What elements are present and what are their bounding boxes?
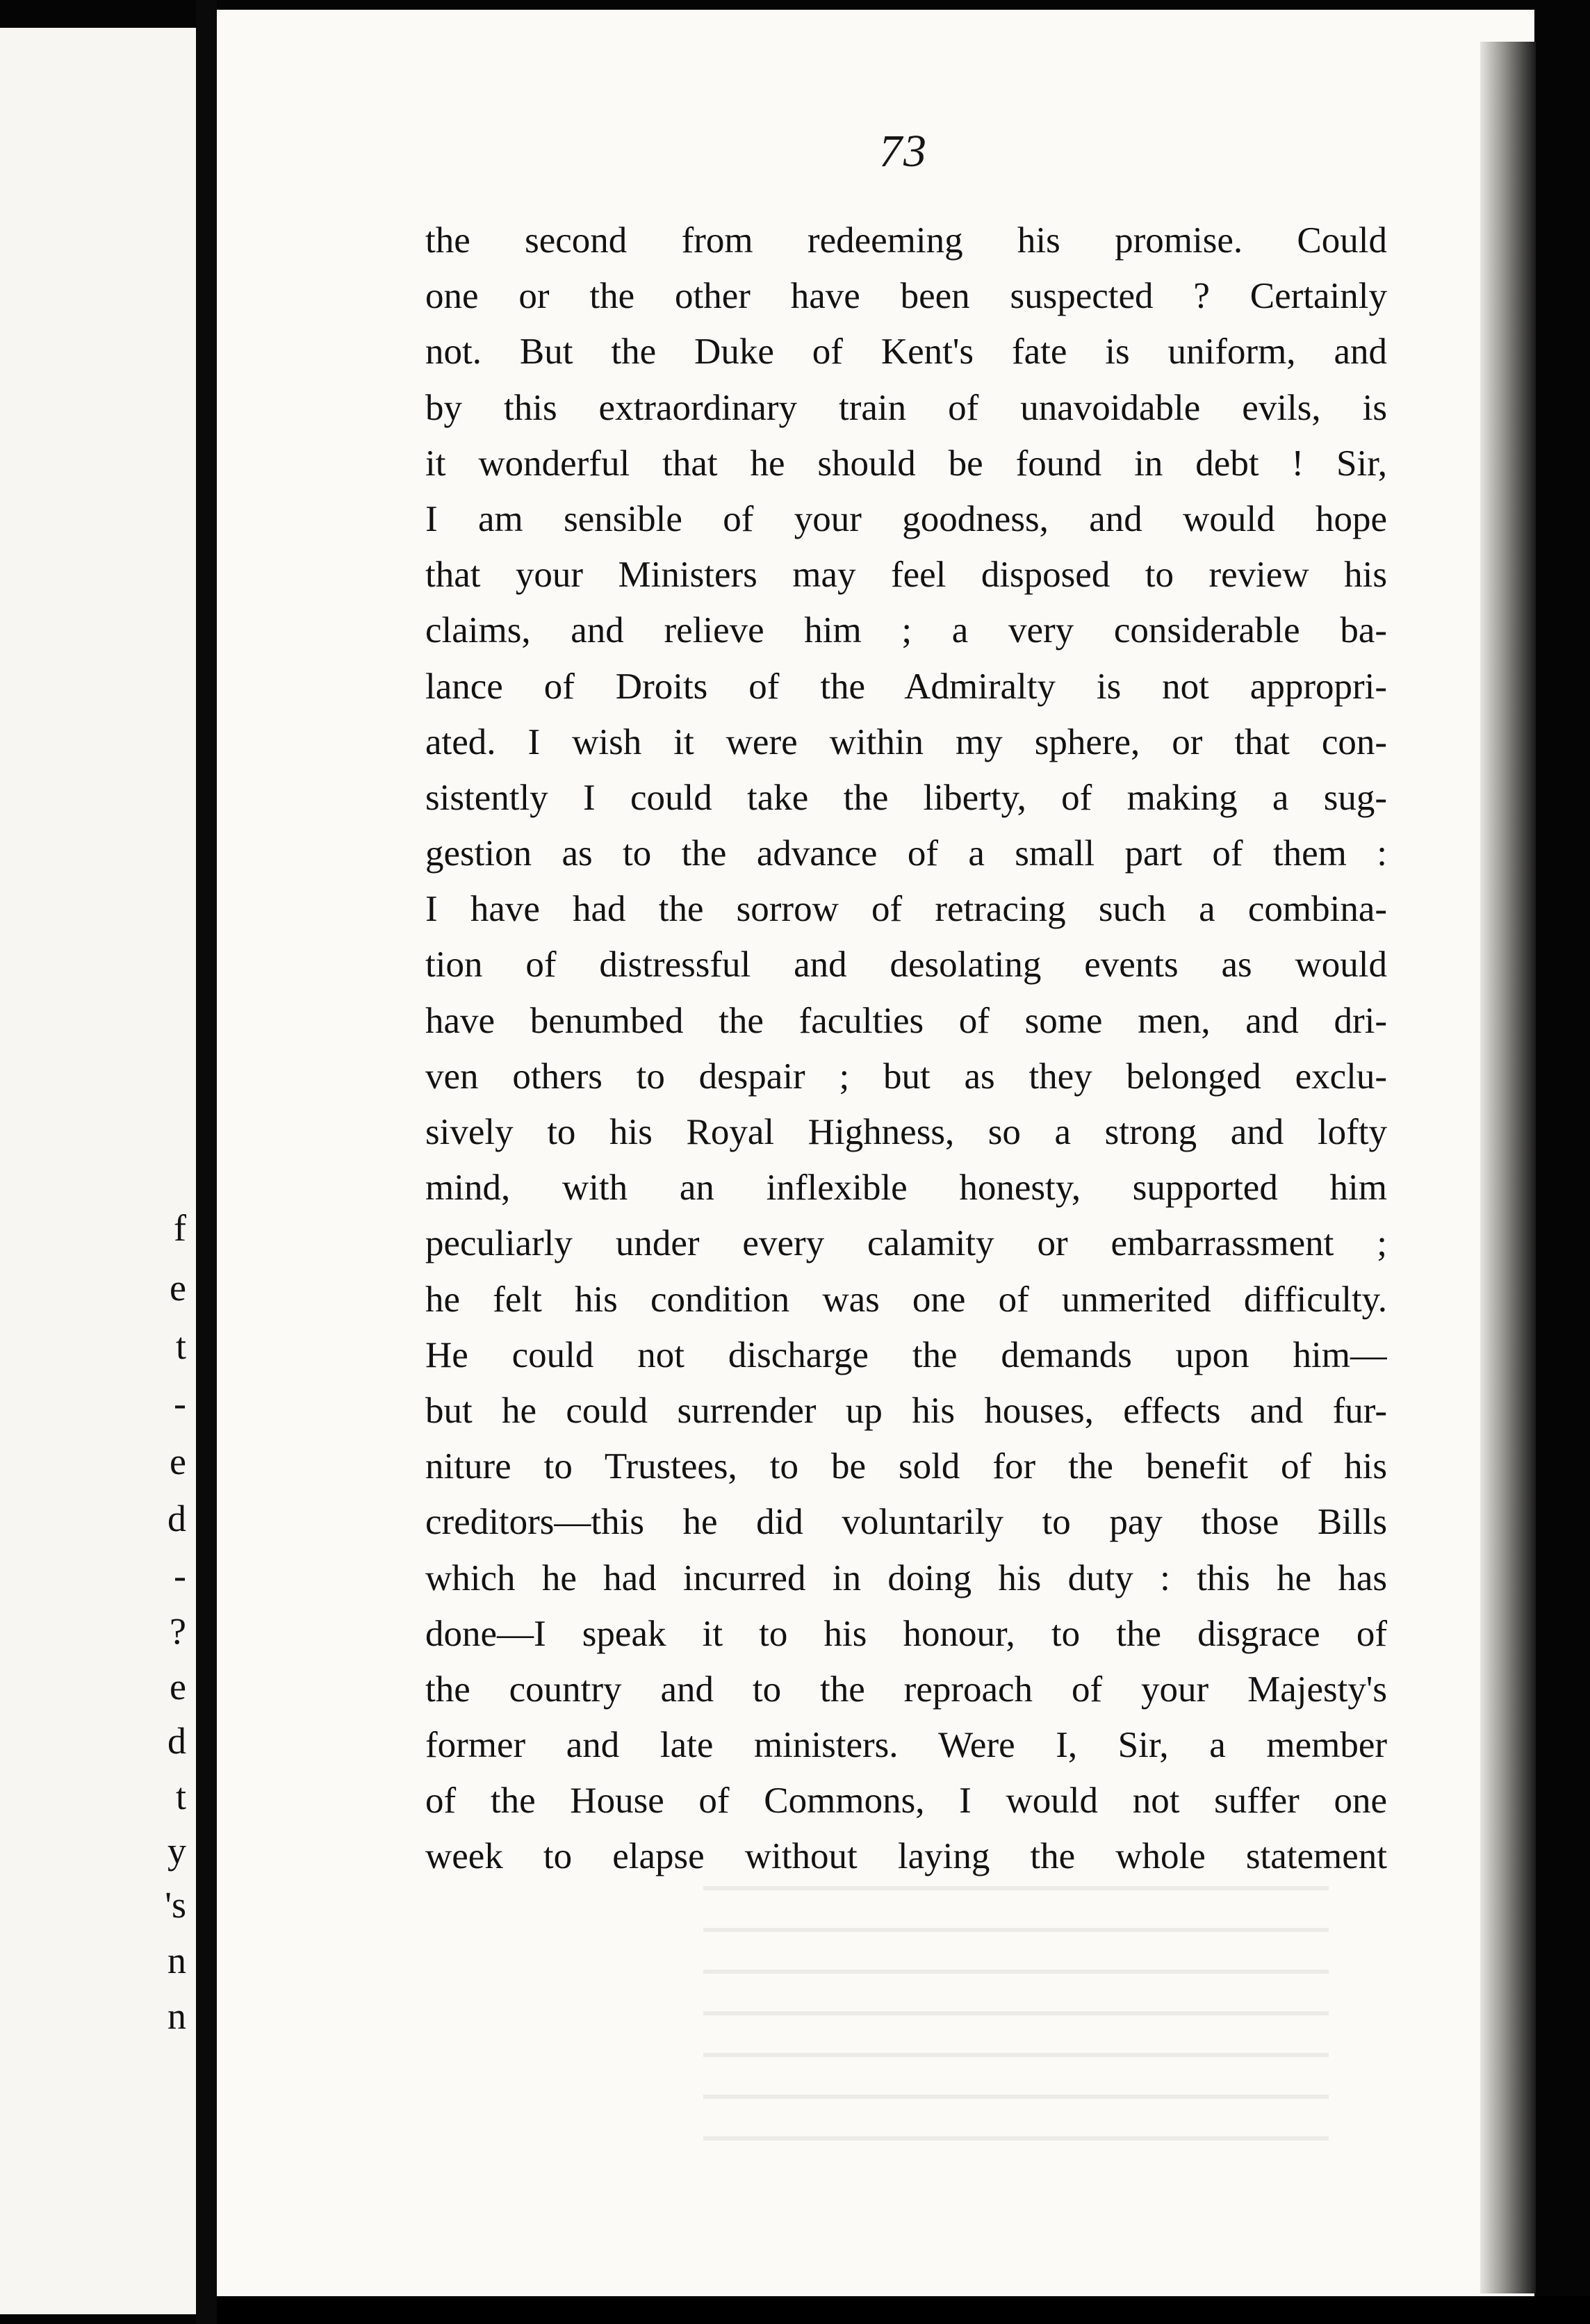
text-line: done—I speak it to his honour, to the disgrace of <box>425 1613 1387 1654</box>
text-line: the second from redeeming his promise. Could <box>425 220 1387 261</box>
text-line: of the House of Commons, I would not suffer one <box>425 1781 1387 1822</box>
margin-letter: ? <box>170 1610 186 1652</box>
text-line: gestion as to the advance of a small part of them : <box>425 833 1387 874</box>
text-line: which he had incurred in doing his duty : this he has <box>425 1557 1387 1598</box>
text-line: lance of Droits of the Admiralty is not appropri- <box>425 666 1387 707</box>
text-line: peculiarly under every calamity or embarrassment ; <box>425 1223 1387 1264</box>
adjacent-left-page <box>0 28 196 2314</box>
page-number: 73 <box>879 126 928 177</box>
text-line: former and late ministers. Were I, Sir, a member <box>425 1725 1387 1766</box>
text-line: by this extraordinary train of unavoidable evils, is <box>425 387 1387 428</box>
margin-letter: - <box>174 1382 186 1424</box>
text-line: creditors—this he did voluntarily to pay those Bills <box>425 1502 1387 1543</box>
text-line: one or the other have been suspected ? Certainly <box>425 276 1387 317</box>
margin-letter: d <box>167 1498 186 1539</box>
margin-letter: - <box>174 1555 186 1596</box>
text-line: claims, and relieve him ; a very considerable ba- <box>425 610 1387 651</box>
page-edge-shadow <box>1480 42 1536 2293</box>
text-line: tion of distressful and desolating events as would <box>425 944 1387 985</box>
ink-bleed-through <box>703 1886 1329 2150</box>
margin-letter: d <box>167 1720 186 1762</box>
margin-letter: e <box>170 1267 186 1309</box>
margin-letter: t <box>175 1776 186 1817</box>
text-line: ated. I wish it were within my sphere, or that con- <box>425 721 1387 762</box>
text-line: sively to his Royal Highness, so a strong and lofty <box>425 1112 1387 1152</box>
margin-letter: t <box>175 1325 186 1367</box>
text-line: I have had the sorrow of retracing such a combina- <box>425 889 1387 930</box>
text-line: ven others to despair ; but as they belonged exclu- <box>425 1056 1387 1097</box>
margin-letter: e <box>170 1666 186 1708</box>
margin-letter: 's <box>165 1884 186 1926</box>
margin-letter: e <box>170 1441 186 1482</box>
scan-bottom-shadow <box>217 2296 1590 2324</box>
text-line: sistently I could take the liberty, of making a sug- <box>425 777 1387 818</box>
text-line: it wonderful that he should be found in debt ! Sir, <box>425 443 1387 484</box>
text-line: that your Ministers may feel disposed to review his <box>425 555 1387 596</box>
margin-letter: n <box>167 1995 186 2037</box>
text-line: He could not discharge the demands upon him— <box>425 1334 1387 1375</box>
margin-letter: n <box>167 1940 186 1981</box>
text-line: week to elapse without laying the whole statement <box>425 1836 1387 1877</box>
text-line: but he could surrender up his houses, effects and fur- <box>425 1390 1387 1431</box>
text-line: have benumbed the faculties of some men, and dri- <box>425 1000 1387 1041</box>
page-body-text <box>425 213 1387 1885</box>
text-line: not. But the Duke of Kent's fate is uniform, and <box>425 332 1387 373</box>
margin-letter: y <box>167 1830 186 1872</box>
text-line: the country and to the reproach of your Majesty's <box>425 1669 1387 1710</box>
text-line: I am sensible of your goodness, and would hope <box>425 498 1387 539</box>
text-line: niture to Trustees, to be sold for the benefit of his <box>425 1446 1387 1487</box>
margin-letter: f <box>174 1207 186 1249</box>
text-line: mind, with an inflexible honesty, supported him <box>425 1168 1387 1209</box>
text-line: he felt his condition was one of unmerited difficulty. <box>425 1279 1387 1320</box>
book-gutter <box>196 0 217 2324</box>
